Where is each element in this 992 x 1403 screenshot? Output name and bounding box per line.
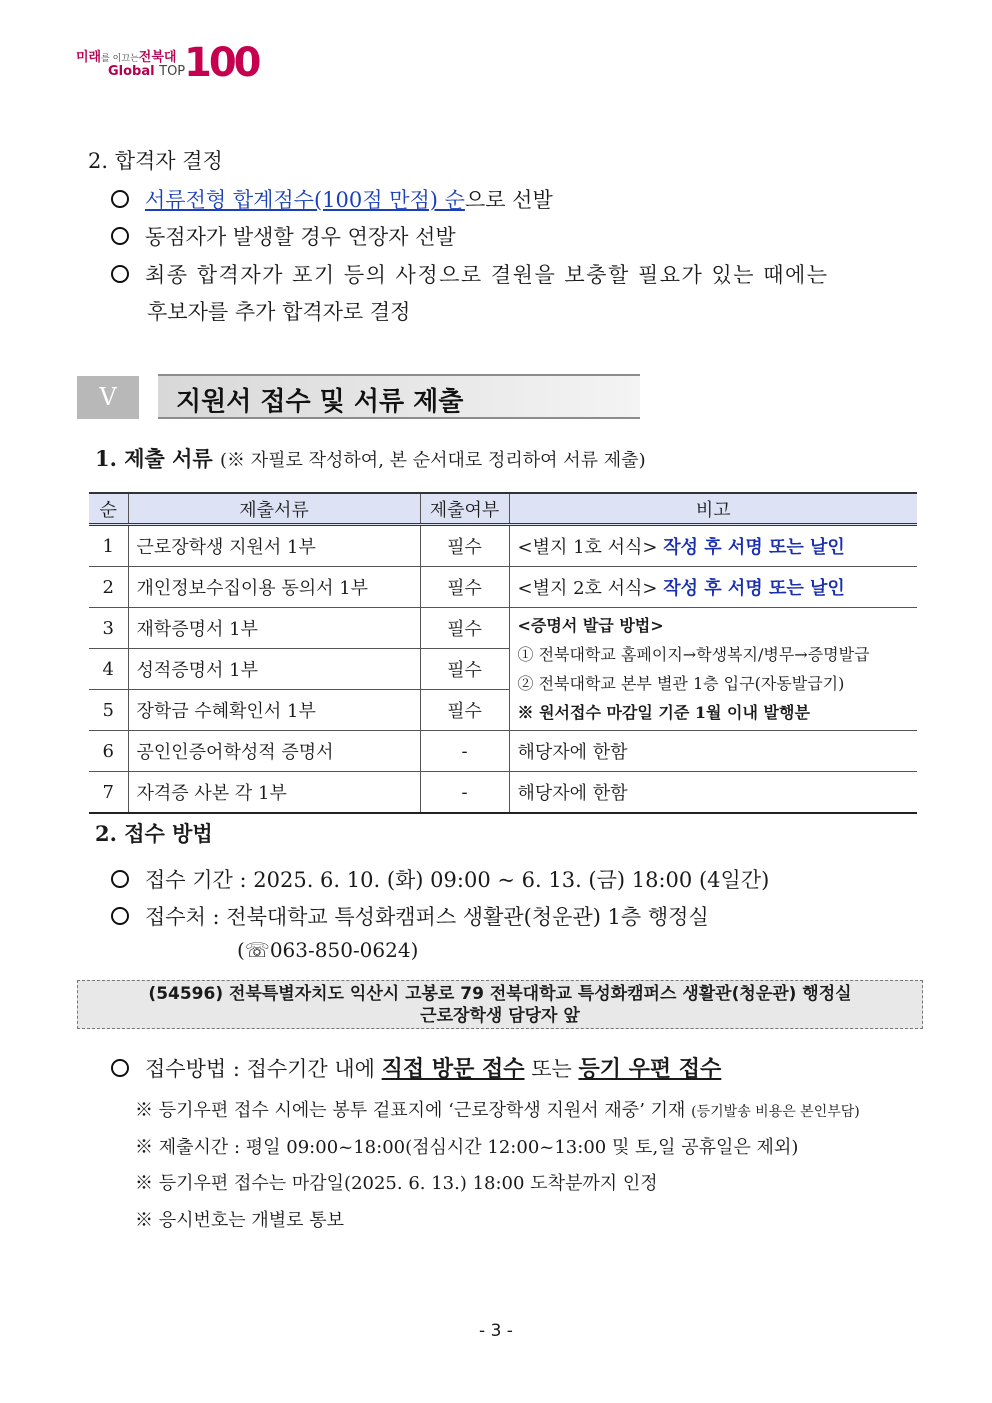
- form-ref: <별지 1호 서식>: [517, 537, 658, 558]
- col-header-remarks: 비고: [509, 493, 917, 525]
- cell-no: 6: [89, 731, 128, 772]
- note-cost: (등기발송 비용은 본인부담): [691, 1104, 860, 1120]
- circle-bullet-icon: [111, 227, 129, 245]
- cell-certificate-info: [509, 608, 917, 731]
- section-number: Ⅴ: [77, 376, 139, 419]
- cell-no: 3: [89, 608, 128, 649]
- logo-number: 100: [184, 40, 259, 86]
- address-recipient: 근로장학생 담당자 앞: [420, 1006, 580, 1026]
- cell-required: 필수: [420, 690, 509, 731]
- table-row: [89, 567, 917, 608]
- documents-table: [89, 492, 917, 814]
- logo-slogan: [76, 46, 176, 65]
- col-header-required: 제출여부: [420, 493, 509, 525]
- cell-remarks: [509, 567, 917, 608]
- period-text: 접수 기간 : 2025. 6. 10. (화) 09:00 ~ 6. 13. (금) 18:00 (4일간): [145, 868, 770, 892]
- method-mail: 등기 우편 접수: [578, 1056, 722, 1082]
- logo-text-jbnu: 전북대: [138, 50, 177, 65]
- logo-text-top: TOP: [159, 64, 186, 79]
- sign-note: 작성 후 서명 또는 날인: [663, 537, 845, 558]
- address-line: (54596) 전북특별자치도 익산시 고봉로 79 전북대학교 특성화캠퍼스 생활관(청운관) 행정실: [148, 984, 852, 1004]
- cell-document: 근로장학생 지원서 1부: [128, 525, 420, 567]
- cell-required: -: [420, 731, 509, 772]
- cell-no: 1: [89, 525, 128, 567]
- cell-document: 성적증명서 1부: [128, 649, 420, 690]
- bullet-text: 동점자가 발생할 경우 연장자 선발: [145, 225, 456, 249]
- cell-document: 자격증 사본 각 1부: [128, 772, 420, 814]
- cell-document: 공인인증어학성적 증명서: [128, 731, 420, 772]
- bullet-score-order: [111, 184, 553, 214]
- subsection-method-title: 2. 접수 방법: [95, 821, 213, 846]
- cell-document: 재학증명서 1부: [128, 608, 420, 649]
- method-label: 접수방법 : 접수기간 내에: [145, 1057, 375, 1081]
- table-row: [89, 608, 917, 649]
- note-mail-envelope: [135, 1096, 860, 1122]
- logo-global-top: [108, 64, 185, 79]
- table-header-row: [89, 493, 917, 525]
- university-logo: [76, 40, 259, 86]
- table-row: [89, 772, 917, 814]
- method-visit: 직접 방문 접수: [381, 1056, 525, 1082]
- cell-required: 필수: [420, 608, 509, 649]
- mailing-address-box: [77, 980, 923, 1029]
- cell-remarks: 해당자에 한함: [509, 772, 917, 814]
- method-or: 또는: [531, 1057, 572, 1081]
- phone-number: (☏063-850-0624): [237, 938, 419, 962]
- table-row: [89, 525, 917, 567]
- table-row: [89, 731, 917, 772]
- bullet-period: [111, 864, 769, 894]
- circle-bullet-icon: [111, 190, 129, 208]
- subsection-note: (※ 자필로 작성하여, 본 순서대로 정리하여 서류 제출): [220, 450, 646, 471]
- col-header-no: 순: [89, 493, 128, 525]
- place-text: 접수처 : 전북대학교 특성화캠퍼스 생활관(청운관) 1층 행정실: [145, 905, 709, 929]
- bullet-alternate-cont: 후보자를 추가 합격자로 결정: [147, 300, 411, 324]
- circle-bullet-icon: [111, 265, 129, 283]
- cell-document: 개인정보수집이용 동의서 1부: [128, 567, 420, 608]
- note-hours: ※ 제출시간 : 평일 09:00~18:00(점심시간 12:00~13:00 및 토,일 공휴일은 제외): [135, 1137, 799, 1158]
- section-title-selection: 2. 합격자 결정: [88, 149, 223, 173]
- score-link[interactable]: 서류전형 합계점수(100점 만점) 순: [145, 188, 465, 212]
- cell-required: -: [420, 772, 509, 814]
- bullet-tie-rule: [111, 221, 456, 251]
- logo-text-global: Global: [108, 64, 155, 79]
- bullet-place: [111, 901, 709, 931]
- circle-bullet-icon: [111, 1059, 129, 1077]
- subsection-documents: [95, 443, 646, 473]
- cert-method-1: ① 전북대학교 홈페이지→학생복지/병무→증명발급: [517, 645, 870, 664]
- cell-no: 4: [89, 649, 128, 690]
- page-number: - 3 -: [479, 1321, 513, 1341]
- subsection-title: 1. 제출 서류: [95, 446, 213, 471]
- note-text: ※ 등기우편 접수 시에는 봉투 겉표지에 ‘근로장학생 지원서 재중’ 기재: [135, 1100, 686, 1121]
- cell-required: 필수: [420, 567, 509, 608]
- bullet-text: 으로 선발: [464, 188, 553, 212]
- cell-remarks: 해당자에 한함: [509, 731, 917, 772]
- col-header-document: 제출서류: [128, 493, 420, 525]
- cell-required: 필수: [420, 525, 509, 567]
- cell-no: 7: [89, 772, 128, 814]
- bullet-alternate: [111, 259, 829, 289]
- section-title: 지원서 접수 및 서류 제출: [176, 387, 464, 417]
- bullet-method: [111, 1052, 721, 1083]
- cert-title: <증명서 발급 방법>: [517, 616, 664, 635]
- cert-validity-note: ※ 원서접수 마감일 기준 1월 이내 발행분: [517, 703, 810, 722]
- cell-required: 필수: [420, 649, 509, 690]
- bullet-text: 최종 합격자가 포기 등의 사정으로 결원을 보충할 필요가 있는 때에는: [145, 263, 829, 287]
- logo-text-ikkeuneun: 를 이끄는: [101, 54, 139, 64]
- form-ref: <별지 2호 서식>: [517, 578, 658, 599]
- cell-document: 장학금 수혜확인서 1부: [128, 690, 420, 731]
- logo-text-mirae: 미래: [76, 50, 102, 65]
- cert-method-2: ② 전북대학교 본부 별관 1층 입구(자동발급기): [517, 674, 845, 693]
- section-header: [158, 374, 640, 419]
- cell-remarks: [509, 525, 917, 567]
- circle-bullet-icon: [111, 870, 129, 888]
- note-exam-number: ※ 응시번호는 개별로 통보: [135, 1210, 345, 1231]
- note-deadline: ※ 등기우편 접수는 마감일(2025. 6. 13.) 18:00 도착분까지 인정: [135, 1173, 658, 1194]
- cell-no: 5: [89, 690, 128, 731]
- circle-bullet-icon: [111, 907, 129, 925]
- sign-note: 작성 후 서명 또는 날인: [663, 578, 845, 599]
- cell-no: 2: [89, 567, 128, 608]
